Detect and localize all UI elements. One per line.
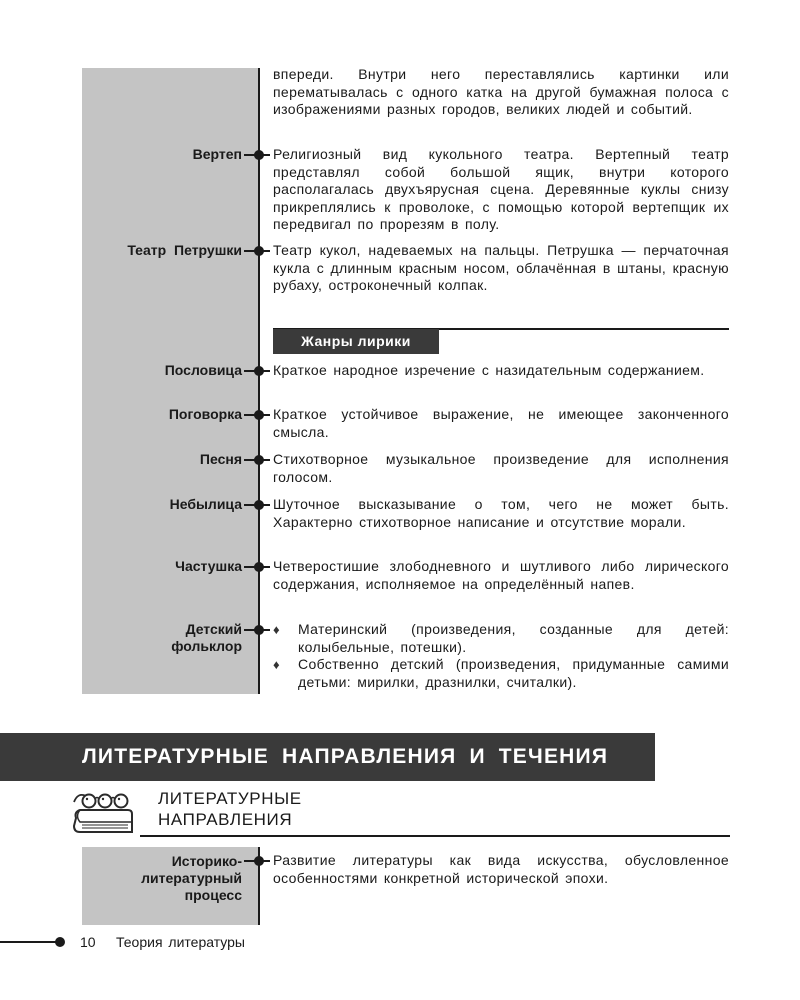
- definition-continued: впереди. Внутри него переставлялись картинки или перематывалась с одного катка на другой бумажная полоса с изображениями разных городов, великих людей и событий.: [273, 66, 729, 118]
- term-line2: литературный: [141, 870, 242, 886]
- definition-vertep: Религиозный вид кукольного театра. Вертепный театр представлял собой большой ящик, внутри которого располагалась двухъярусная сцена. Деревянные куклы снизу прикреплялись к проволоке, с помощью которой вертепщик их передвигал по прорезям в полу.: [273, 146, 729, 233]
- section-title: ЛИТЕРАТУРНЫЕ НАПРАВЛЕНИЯ И ТЕЧЕНИЯ: [82, 745, 609, 768]
- subsection-rule: [140, 835, 730, 837]
- section-banner: [0, 733, 655, 781]
- definition-proverb: Краткое народное изречение с назидательным содержанием.: [273, 362, 705, 378]
- bullet-text: Собственно детский (произведения, придуманные самими детьми: мирилки, дразнилки, считалки).: [298, 656, 729, 690]
- connector-dot-icon: [244, 500, 270, 510]
- term-child-folklore-line1: Детский: [185, 621, 242, 637]
- connector-dot-icon: [244, 410, 270, 420]
- definition-song: Стихотворное музыкальное произведение для исполнения голосом.: [273, 451, 729, 485]
- definition-tall-tale: Шуточное высказывание о том, чего не может быть. Характерно стихотворное написание и отсутствие морали.: [273, 496, 729, 530]
- term-petrushka-theatre: Театр Петрушки: [127, 242, 242, 258]
- footer-rule: [0, 941, 58, 943]
- list-item: [273, 621, 729, 656]
- list-item: [273, 656, 729, 691]
- connector-dot-icon: [244, 562, 270, 572]
- bullet-text: Материнский (произведения, созданные для детей: колыбельные, потешки).: [298, 621, 729, 655]
- subsection-title: [158, 788, 302, 830]
- genre-heading-label: Жанры лирики: [273, 329, 439, 354]
- term-line1: Историко-: [171, 853, 242, 869]
- glasses-on-book-icon: [70, 786, 136, 836]
- term-line3: процесс: [184, 887, 242, 903]
- definition-historical-literary-process: Развитие литературы как вида искусства, обусловленное особенностями конкретной исторической эпохи.: [273, 852, 729, 886]
- term-historical-literary-process: [72, 853, 242, 904]
- connector-dot-icon: [244, 455, 270, 465]
- definition-petrushka-theatre: Театр кукол, надеваемых на пальцы. Петрушка — перчаточная кукла с длинным красным носом, облачённая в штаны, красную рубаху, остроконечный колпак.: [273, 242, 729, 294]
- connector-dot-icon: [244, 856, 270, 866]
- subsection-title-line1: ЛИТЕРАТУРНЫЕ: [158, 789, 302, 808]
- diamond-bullet-icon: ♦: [273, 657, 280, 672]
- term-vertep: Вертеп: [192, 146, 242, 162]
- subsection-title-line2: НАПРАВЛЕНИЯ: [158, 810, 293, 829]
- term-chastushka: Частушка: [175, 558, 242, 574]
- definition-chastushka: Четверостишие злободневного и шутливого либо лирического содержания, исполняемое на определённый напев.: [273, 558, 729, 592]
- term-child-folklore-line2: фольклор: [171, 638, 242, 654]
- connector-dot-icon: [244, 150, 270, 160]
- column-divider: [258, 68, 260, 694]
- definition-saying: Краткое устойчивое выражение, не имеющее законченного смысла.: [273, 406, 729, 440]
- footer-dot-icon: [55, 937, 65, 947]
- term-song: Песня: [199, 451, 242, 467]
- connector-dot-icon: [244, 246, 270, 256]
- term-tall-tale: Небылица: [169, 496, 242, 512]
- connector-dot-icon: [244, 625, 270, 635]
- term-child-folklore: [72, 621, 242, 655]
- running-title: Теория литературы: [116, 934, 245, 950]
- page-number: 10: [80, 934, 96, 950]
- connector-dot-icon: [244, 366, 270, 376]
- term-saying: Поговорка: [168, 406, 242, 422]
- diamond-bullet-icon: ♦: [273, 622, 280, 637]
- term-proverb: Пословица: [164, 362, 242, 378]
